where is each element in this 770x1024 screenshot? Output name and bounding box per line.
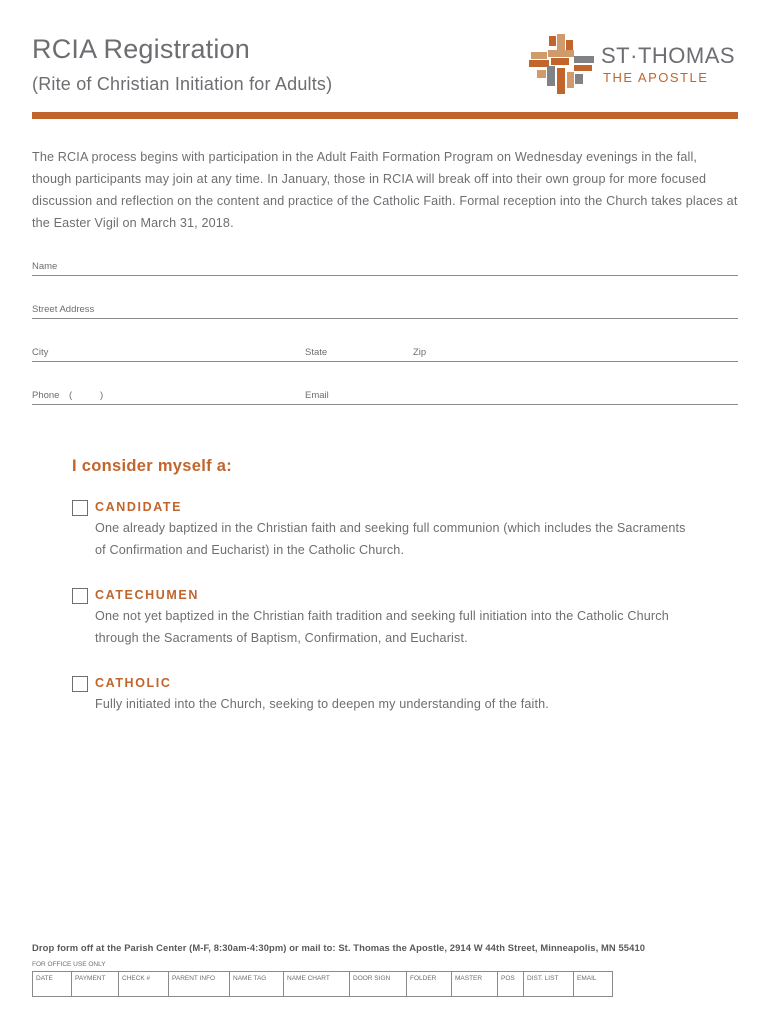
email-label: Email <box>305 390 329 401</box>
catechumen-description: One not yet baptized in the Christian faith tradition and seeking full initiation into the Catholic Church through the Sacraments of Baptism, Confirmation, and Eucharist. <box>95 609 669 645</box>
catholic-description: Fully initiated into the Church, seeking to deepen my understanding of the faith. <box>95 697 549 711</box>
catholic-checkbox[interactable] <box>72 676 88 692</box>
drop-off-instructions: Drop form off at the Parish Center (M-F, 8:30am-4:30pm) or mail to: St. Thomas the Apostle, 2914 W 44th Street, Minneapolis, MN 55410 <box>32 942 646 953</box>
phone-label: Phone <box>32 390 60 401</box>
name-label: Name <box>32 261 58 272</box>
city-label: City <box>32 347 49 358</box>
office-cell-pos: POS <box>498 972 524 997</box>
office-cell-dist-list: DIST. LIST <box>524 972 574 997</box>
name-field[interactable] <box>32 255 738 276</box>
city-state-zip-row <box>32 341 738 362</box>
state-label: State <box>305 347 328 358</box>
office-cell-parent-info: PARENT INFO <box>169 972 230 997</box>
office-cell-date: DATE <box>33 972 72 997</box>
page-title: RCIA Registration <box>32 34 250 64</box>
office-cell-master: MASTER <box>452 972 498 997</box>
office-cell-door-sign: DOOR SIGN <box>350 972 407 997</box>
intro-paragraph: The RCIA process begins with participation in the Adult Faith Formation Program on Wednesday evenings in the fall, though participants may join at any time. In January, those in RCIA will break off into their own group for more focused discussion and reflection on the content and practice of the Catholic Faith. Formal reception into the Church takes places at the Easter Vigil on March 31, 2018. <box>32 150 738 230</box>
office-cell-name-tag: NAME TAG <box>230 972 284 997</box>
logo-wordmark: ST·THOMAS <box>601 43 736 68</box>
catechumen-checkbox[interactable] <box>72 588 88 604</box>
office-cell-check: CHECK # <box>119 972 169 997</box>
office-use-label: FOR OFFICE USE ONLY <box>32 961 106 968</box>
candidate-title: CANDIDATE <box>95 500 183 514</box>
office-use-table <box>32 971 613 997</box>
phone-email-row <box>32 384 738 405</box>
candidate-checkbox[interactable] <box>72 500 88 516</box>
page-subtitle: (Rite of Christian Initiation for Adults) <box>32 74 333 94</box>
office-cell-name-chart: NAME CHART <box>284 972 350 997</box>
header-divider <box>32 112 738 119</box>
office-cell-payment: PAYMENT <box>72 972 119 997</box>
zip-label: Zip <box>413 347 427 358</box>
consider-heading: I consider myself a: <box>72 457 233 475</box>
catholic-title: CATHOLIC <box>95 676 172 690</box>
office-cell-folder: FOLDER <box>407 972 452 997</box>
candidate-description: One already baptized in the Christian faith and seeking full communion (which includes the Sacraments of Confirmation and Eucharist) in the Catholic Church. <box>95 521 686 557</box>
street-address-field[interactable] <box>32 298 738 319</box>
cross-icon <box>529 34 594 94</box>
logo-tagline: THE APOSTLE <box>603 70 709 85</box>
phone-area-close: ) <box>100 390 104 401</box>
street-address-label: Street Address <box>32 304 95 315</box>
catechumen-title: CATECHUMEN <box>95 588 199 602</box>
phone-area-open: ( <box>69 390 73 401</box>
office-cell-email: EMAIL <box>574 972 613 997</box>
